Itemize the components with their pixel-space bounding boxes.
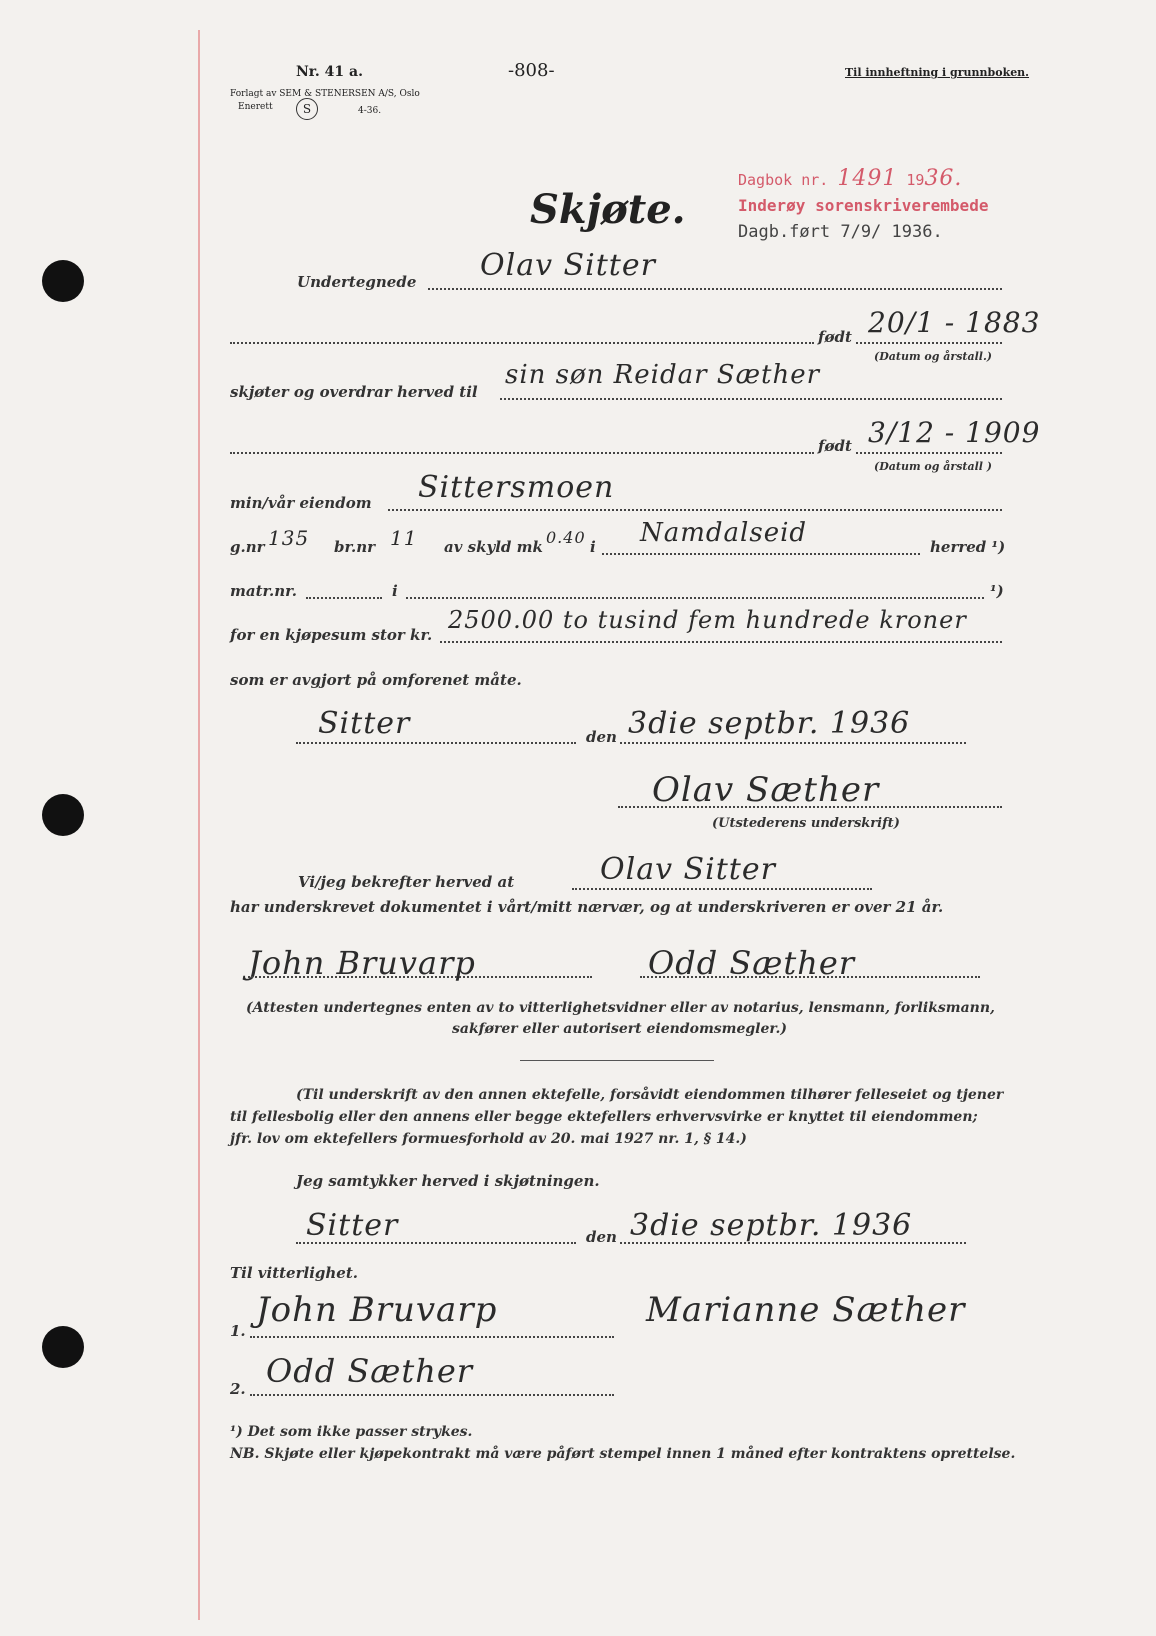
eiendom-value: Sittersmoen xyxy=(418,470,615,505)
herred-line xyxy=(602,553,920,555)
vitne-number-2: 2. xyxy=(230,1380,246,1398)
binder-hole-middle xyxy=(42,794,84,836)
office-stamp: Inderøy sorenskriverembede xyxy=(738,196,989,215)
signature-line-1 xyxy=(618,806,1002,808)
entered-stamp: Dagb.ført 7/9/ 1936. xyxy=(738,222,943,242)
fodt-label-1: født xyxy=(818,328,852,346)
place-1: Sitter xyxy=(318,706,411,741)
page-number: -808- xyxy=(508,60,555,81)
eiendom-label: min/vår eiendom xyxy=(230,494,372,512)
kjopesum-line xyxy=(440,641,1002,643)
binding-note: Til innheftning i grunnboken. xyxy=(845,66,1030,79)
attest-line-2: sakfører eller autorisert eiendomsmegler.) xyxy=(452,1021,787,1037)
place-2: Sitter xyxy=(306,1208,399,1243)
datum-caption-2: (Datum og årstall ) xyxy=(874,460,992,473)
spouse-signature: Marianne Sæther xyxy=(646,1290,966,1330)
binder-hole-top xyxy=(42,260,84,302)
skjoter-label: skjøter og overdrar herved til xyxy=(230,383,478,401)
skjoter-value: sin søn Reidar Sæther xyxy=(505,360,821,390)
underskrevet-text: har underskrevet dokumentet i vårt/mitt nærvær, og at underskriveren er over 21 år. xyxy=(230,898,944,916)
document-title: Skjøte. xyxy=(530,186,686,233)
kjopesum-value: 2500.00 to tusind fem hundrede kroner xyxy=(448,606,967,634)
matr-line-a xyxy=(306,597,382,599)
attest-line-1: (Attesten undertegnes enten av to vitterlighetsvidner eller av notarius, lensmann, forliksmann, xyxy=(246,1000,995,1016)
vitne-line-1 xyxy=(250,1336,614,1338)
date-2: 3die septbr. 1936 xyxy=(630,1208,913,1243)
avgjort-text: som er avgjort på omforenet måte. xyxy=(230,671,522,689)
publisher-logo: S xyxy=(296,98,318,120)
publisher-enerett: Enerett xyxy=(238,102,273,112)
dagbok-year-prefix: 19 xyxy=(906,171,925,189)
witness-1: John Bruvarp xyxy=(248,944,476,982)
witness-2: Odd Sæther xyxy=(648,944,856,982)
place-line-1 xyxy=(296,742,576,744)
dagbok-prefix: Dagbok nr. xyxy=(738,171,829,189)
matr-label: matr.nr. xyxy=(230,582,297,600)
publisher-date: 4-36. xyxy=(358,106,382,116)
fodt-value-1: 20/1 - 1883 xyxy=(868,306,1041,339)
spouse-note-1: (Til underskrift av den annen ektefelle, forsåvidt eiendommen tilhører felleseiet og tjener xyxy=(296,1087,1004,1103)
samtykker-text: Jeg samtykker herved i skjøtningen. xyxy=(296,1172,600,1190)
fodt-label-2: født xyxy=(818,437,852,455)
date-line-1 xyxy=(620,742,966,744)
witness-line-1 xyxy=(248,976,592,978)
den-label-1: den xyxy=(586,728,617,746)
fodt-line-2b xyxy=(856,452,1002,454)
dagbok-number: 1491 xyxy=(837,166,898,191)
utsteder-caption: (Utstederens underskrift) xyxy=(712,816,900,831)
form-number: Nr. 41 a. xyxy=(296,64,363,80)
herred-label: herred ¹) xyxy=(930,538,1006,556)
vitne-2: Odd Sæther xyxy=(266,1352,474,1390)
gnr-value: 135 xyxy=(268,526,310,550)
matr-end: ¹) xyxy=(990,582,1004,600)
bekrefter-value: Olav Sitter xyxy=(600,852,776,887)
binder-hole-bottom xyxy=(42,1326,84,1368)
kjopesum-label: for en kjøpesum stor kr. xyxy=(230,626,433,644)
i-label: i xyxy=(590,538,596,556)
dagbok-stamp-label xyxy=(738,166,962,191)
footnote-2: NB. Skjøte eller kjøpekontrakt må være påført stempel innen 1 måned efter kontraktens oprettelse. xyxy=(230,1446,1016,1462)
gnr-label: g.nr xyxy=(230,538,265,556)
footnote-1: ¹) Det som ikke passer strykes. xyxy=(230,1424,473,1440)
spouse-note-2: til fellesbolig eller den annens eller begge ektefellers erhvervsvirke er knyttet til eiendommen; xyxy=(230,1109,978,1125)
vitne-number-1: 1. xyxy=(230,1322,246,1340)
date-1: 3die septbr. 1936 xyxy=(628,706,911,741)
vitne-1: John Bruvarp xyxy=(256,1290,498,1330)
fodt-line-1a xyxy=(230,342,814,344)
fodt-line-1b xyxy=(856,342,1002,344)
undertegnede-line xyxy=(428,288,1002,290)
divider-rule xyxy=(520,1060,714,1061)
bekrefter-line xyxy=(572,888,872,890)
bnr-value: 11 xyxy=(390,526,418,550)
bekrefter-label: Vi/jeg bekrefter herved at xyxy=(298,873,515,891)
undertegnede-label: Undertegnede xyxy=(297,273,417,291)
bnr-label: br.nr xyxy=(334,538,376,556)
dagbok-year: 36. xyxy=(924,166,963,191)
witness-line-2 xyxy=(640,976,980,978)
den-label-2: den xyxy=(586,1228,617,1246)
place-line-2 xyxy=(296,1242,576,1244)
datum-caption-1: (Datum og årstall.) xyxy=(874,350,992,363)
eiendom-line xyxy=(388,509,1002,511)
matr-line-b xyxy=(406,597,984,599)
spouse-note-3: jfr. lov om ektefellers formuesforhold av 20. mai 1927 nr. 1, § 14.) xyxy=(230,1131,747,1147)
publisher-line: Forlagt av SEM & STENERSEN A/S, Oslo xyxy=(230,89,420,99)
signature-1: Olav Sæther xyxy=(652,770,880,810)
skyld-value: 0.40 xyxy=(546,528,586,547)
skyld-label: av skyld mk xyxy=(444,538,543,556)
matr-i-label: i xyxy=(392,582,398,600)
undertegnede-value: Olav Sitter xyxy=(480,248,656,283)
herred-value: Namdalseid xyxy=(640,518,808,548)
margin-line xyxy=(198,30,200,1620)
vitterlighet-label: Til vitterlighet. xyxy=(230,1264,358,1282)
skjoter-line xyxy=(500,398,1002,400)
vitne-line-2 xyxy=(250,1394,614,1396)
fodt-value-2: 3/12 - 1909 xyxy=(868,416,1041,449)
fodt-line-2a xyxy=(230,452,814,454)
